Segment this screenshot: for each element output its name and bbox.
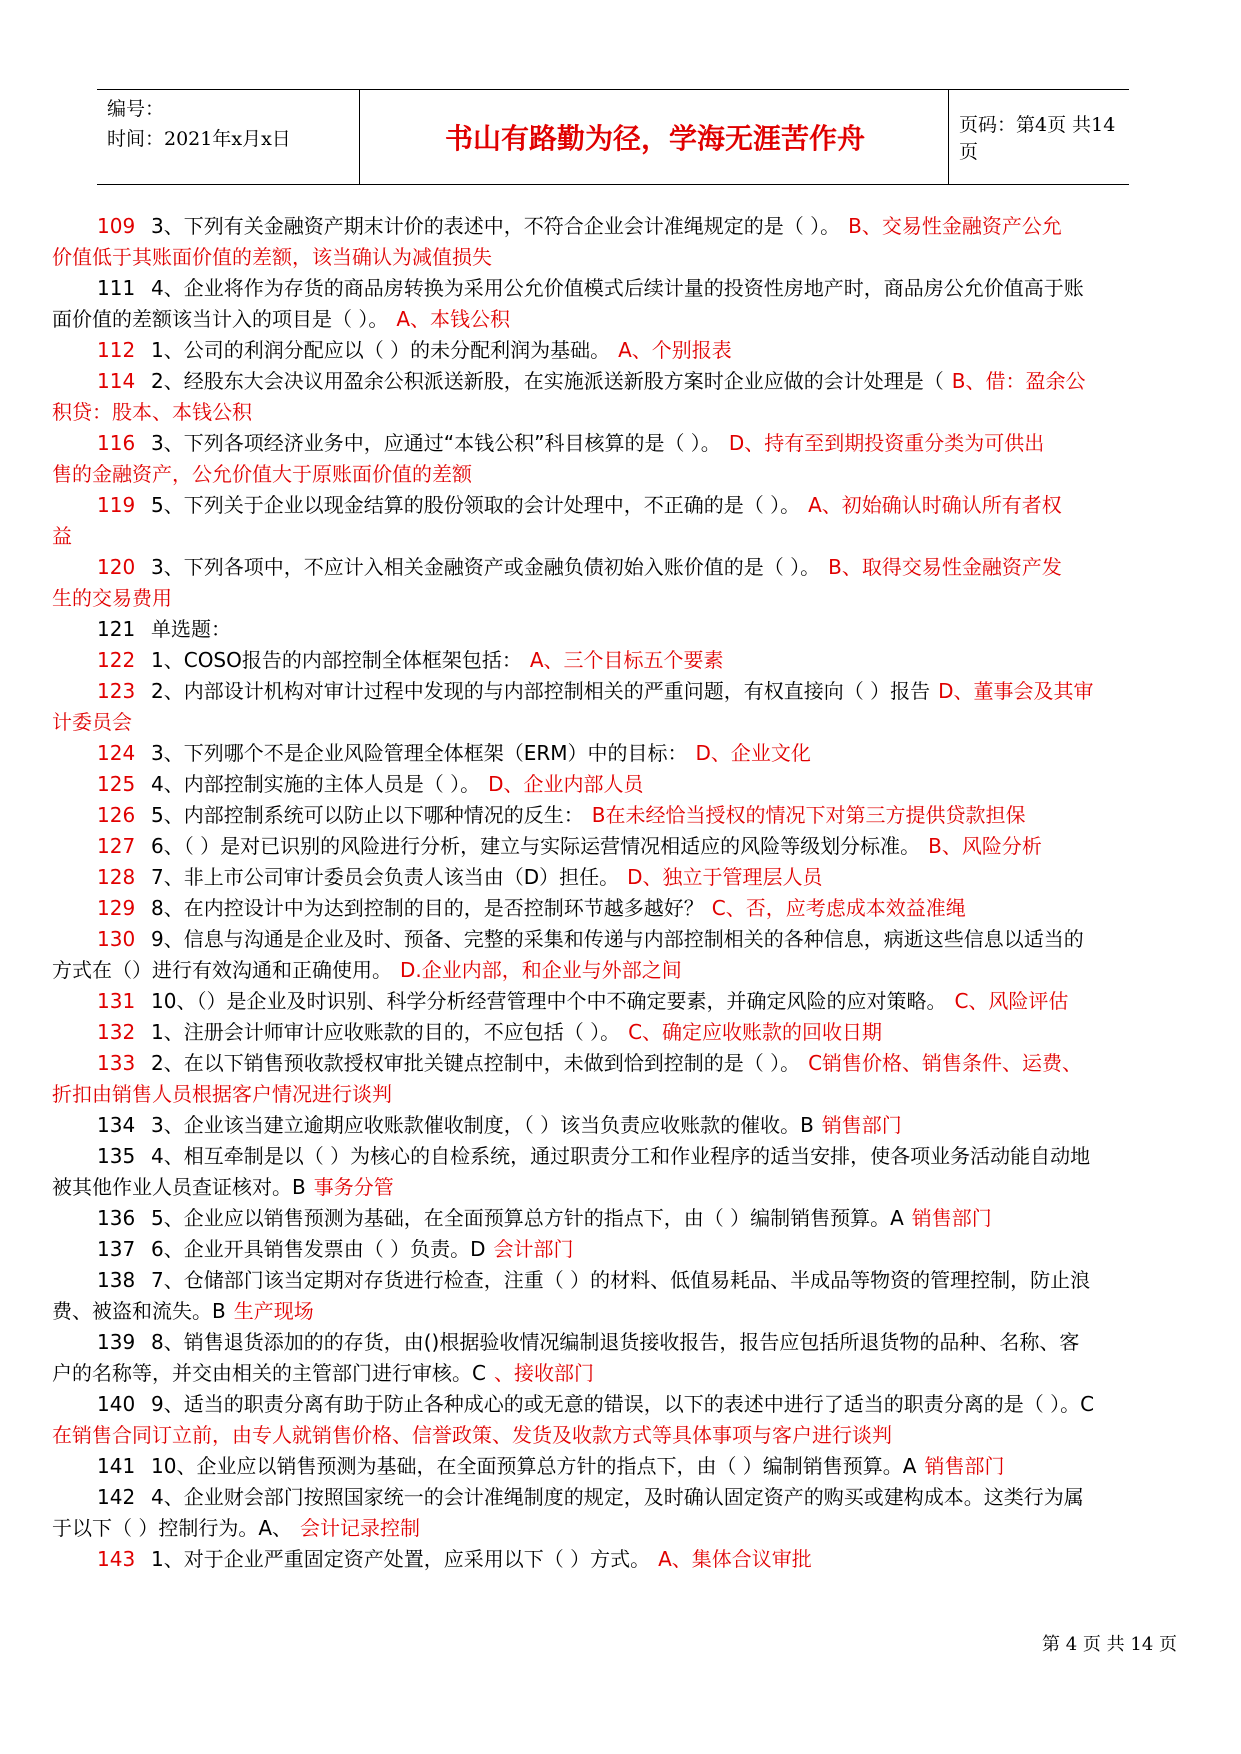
question-line: [52, 1017, 1180, 1048]
page-header: [97, 89, 1129, 185]
question-line: [52, 862, 1180, 893]
question-text: 6、企业开具销售发票由（ ）负责。D: [151, 1237, 486, 1261]
question-text: 3、下列各项中，不应计入相关金融资产或金融负债初始入账价值的是（ ）。: [151, 555, 821, 579]
question-line: [52, 986, 1180, 1017]
question-line: [52, 552, 1180, 583]
question-line: [52, 366, 1180, 397]
question-number: 143: [97, 1547, 136, 1571]
question-number: 138: [97, 1268, 136, 1292]
question-line: [52, 1141, 1180, 1172]
header-motto: 书山有路勤为径，学海无涯苦作舟: [444, 122, 865, 155]
answer-text: A、本钱公积: [396, 307, 511, 331]
question-number: 109: [97, 214, 136, 238]
answer-text: 生产现场: [233, 1299, 314, 1323]
answer-text: B在未经恰当授权的情况下对第三方提供贷款担保: [591, 803, 1026, 827]
question-text: 5、内部控制系统可以防止以下哪种情况的反生：: [151, 803, 584, 827]
question-list: [52, 211, 1180, 1575]
answer-text: D、持有至到期投资重分类为可供出: [728, 431, 1045, 455]
answer-text: 销售部门: [911, 1206, 992, 1230]
question-number: 121: [97, 617, 136, 641]
header-info: [107, 94, 357, 180]
question-text: 6、（ ）是对已识别的风险进行分析，建立与实际运营情况相适应的风险等级划分标准。: [151, 834, 921, 858]
answer-text: C、否，应考虑成本效益准绳: [711, 896, 966, 920]
answer-text: A、初始确认时确认所有者权: [808, 493, 1062, 517]
question-number: 130: [97, 927, 136, 951]
question-continuation-line: [52, 1172, 1180, 1203]
question-text: 5、企业应以销售预测为基础，在全面预算总方针的指点下，由（ ）编制销售预算。A: [151, 1206, 904, 1230]
answer-text: A、三个目标五个要素: [529, 648, 724, 672]
question-number: 132: [97, 1020, 136, 1044]
question-line: [52, 645, 1180, 676]
question-text: 1、对于企业严重固定资产处置，应采用以下（ ）方式。: [151, 1547, 651, 1571]
question-text: 3、下列有关金融资产期末计价的表述中，不符合企业会计准绳规定的是（ ）。: [151, 214, 841, 238]
question-number: 133: [97, 1051, 136, 1075]
answer-text: C销售价格、销售条件、运费、: [808, 1051, 1083, 1075]
question-continuation-line: [52, 1358, 1180, 1389]
question-number: 120: [97, 555, 136, 579]
question-continuation-line: [52, 459, 1180, 490]
question-continuation-line: [52, 397, 1180, 428]
question-number: 116: [97, 431, 136, 455]
question-line: [52, 1110, 1180, 1141]
question-number: 128: [97, 865, 136, 889]
question-text: 4、相互牵制是以（ ）为核心的自检系统，通过职责分工和作业程序的适当安排，使各项业务活动能自动地: [151, 1144, 1091, 1168]
answer-text: B、风险分析: [928, 834, 1042, 858]
question-number: 125: [97, 772, 136, 796]
answer-text: 售的金融资产，公允价值大于原账面价值的差额: [52, 462, 472, 486]
question-line: [52, 428, 1180, 459]
question-text: 户的名称等，并交由相关的主管部门进行审核。C: [52, 1361, 486, 1385]
question-continuation-line: [52, 304, 1180, 335]
answer-text: 益: [52, 524, 72, 548]
question-number: 124: [97, 741, 136, 765]
question-continuation-line: [52, 1420, 1180, 1451]
question-text: 4、内部控制实施的主体人员是（ ）。: [151, 772, 481, 796]
answer-text: 会计记录控制: [300, 1516, 421, 1540]
answer-text: 销售部门: [821, 1113, 902, 1137]
question-number: 123: [97, 679, 136, 703]
question-line: [52, 893, 1180, 924]
question-line: [52, 1451, 1180, 1482]
question-continuation-line: [52, 1079, 1180, 1110]
question-line: [52, 335, 1180, 366]
question-line: [52, 273, 1180, 304]
question-text: 8、销售退货添加的的存货，由()根据验收情况编制退货接收报告，报告应包括所退货物的品种、名称、客: [151, 1330, 1080, 1354]
question-continuation-line: [52, 583, 1180, 614]
question-number: 122: [97, 648, 136, 672]
question-line: [52, 490, 1180, 521]
page-footer: 第 4 页 共 14 页: [1042, 1634, 1177, 1655]
question-line: [52, 1048, 1180, 1079]
question-number: 139: [97, 1330, 136, 1354]
question-line: [52, 1265, 1180, 1296]
question-line: [52, 1544, 1180, 1575]
question-number: 136: [97, 1206, 136, 1230]
question-line: [52, 769, 1180, 800]
question-continuation-line: [52, 242, 1180, 273]
question-continuation-line: [52, 1296, 1180, 1327]
question-line: [52, 800, 1180, 831]
answer-text: 事务分管: [313, 1175, 394, 1199]
question-number: 141: [97, 1454, 136, 1478]
question-text: 9、适当的职责分离有助于防止各种成心的或无意的错误，以下的表述中进行了适当的职责分离的是（ ）。C: [151, 1392, 1095, 1416]
question-number: 126: [97, 803, 136, 827]
answer-text: C、确定应收账款的回收日期: [628, 1020, 883, 1044]
question-number: 140: [97, 1392, 136, 1416]
question-text: 9、信息与沟通是企业及时、预备、完整的采集和传递与内部控制相关的各种信息，病逝这些信息以适当的: [151, 927, 1084, 951]
question-text: 费、被盗和流失。B: [52, 1299, 226, 1323]
question-text: 10、企业应以销售预测为基础，在全面预算总方针的指点下，由（ ）编制销售预算。A: [151, 1454, 917, 1478]
answer-text: 价值低于其账面价值的差额，该当确认为减值损失: [52, 245, 492, 269]
answer-text: 积贷：股本、本钱公积: [52, 400, 252, 424]
header-divider: [359, 90, 360, 184]
question-number: 134: [97, 1113, 136, 1137]
question-text: 于以下（ ）控制行为。A、: [52, 1516, 293, 1540]
question-text: 面价值的差额该当计入的项目是（ ）。: [52, 307, 389, 331]
answer-text: A、个别报表: [618, 338, 732, 362]
question-line: [52, 1327, 1180, 1358]
question-text: 单选题：: [151, 617, 231, 641]
question-number: 114: [97, 369, 136, 393]
question-text: 2、经股东大会决议用盈余公积派送新股，在实施派送新股方案时企业应做的会计处理是（: [151, 369, 944, 393]
question-text: 3、下列各项经济业务中，应通过“本钱公积”科目核算的是（ ）。: [151, 431, 721, 455]
question-line: [52, 1482, 1180, 1513]
answer-text: 、接收部门: [493, 1361, 594, 1385]
answer-text: B、取得交易性金融资产发: [828, 555, 1062, 579]
question-text: 7、非上市公司审计委员会负责人该当由（D）担任。: [151, 865, 620, 889]
question-text: 8、在内控设计中为达到控制的目的，是否控制环节越多越好？: [151, 896, 704, 920]
question-text: 1、注册会计师审计应收账款的目的，不应包括（ ）。: [151, 1020, 621, 1044]
question-line: [52, 924, 1180, 955]
question-continuation-line: [52, 1513, 1180, 1544]
answer-text: 生的交易费用: [52, 586, 172, 610]
question-number: 129: [97, 896, 136, 920]
answer-text: D、独立于管理层人员: [627, 865, 823, 889]
question-line: [52, 1389, 1180, 1420]
answer-text: B、交易性金融资产公允: [848, 214, 1062, 238]
answer-text: 计委员会: [52, 710, 132, 734]
question-line: [52, 738, 1180, 769]
answer-text: 会计部门: [493, 1237, 574, 1261]
header-page-number: 页码：第4页 共14页: [959, 114, 1116, 163]
question-text: 1、公司的利润分配应以（ ）的未分配利润为基础。: [151, 338, 611, 362]
question-line: [52, 211, 1180, 242]
question-line: [52, 676, 1180, 707]
question-text: 方式在（）进行有效沟通和正确使用。: [52, 958, 392, 982]
question-text: 3、下列哪个不是企业风险管理全体框架（ERM）中的目标：: [151, 741, 688, 765]
question-text: 5、下列关于企业以现金结算的股份领取的会计处理中，不正确的是（ ）。: [151, 493, 801, 517]
question-text: 2、内部设计机构对审计过程中发现的与内部控制相关的严重问题，有权直接向（ ）报告: [151, 679, 931, 703]
question-line: [52, 1234, 1180, 1265]
question-text: 4、企业将作为存货的商品房转换为采用公允价值模式后续计量的投资性房地产时，商品房公允价值高于账: [151, 276, 1084, 300]
question-continuation-line: [52, 521, 1180, 552]
answer-text: 折扣由销售人员根据客户情况进行谈判: [52, 1082, 392, 1106]
answer-text: D.企业内部，和企业与外部之间: [400, 958, 682, 982]
question-number: 111: [97, 276, 136, 300]
answer-text: 在销售合同订立前，由专人就销售价格、信誉政策、发货及收款方式等具体事项与客户进行谈判: [52, 1423, 892, 1447]
answer-text: D、企业内部人员: [488, 772, 644, 796]
question-text: 2、在以下销售预收款授权审批关键点控制中，未做到恰到控制的是（ ）。: [151, 1051, 801, 1075]
question-line: [52, 614, 1180, 645]
question-line: [52, 831, 1180, 862]
answer-text: A、集体合议审批: [658, 1547, 812, 1571]
question-number: 137: [97, 1237, 136, 1261]
document-number-label: 编号：: [107, 98, 165, 120]
question-text: 10、（）是企业及时识别、科学分析经营管理中个中不确定要素，并确定风险的应对策略。: [151, 989, 947, 1013]
question-text: 3、企业该当建立逾期应收账款催收制度，（ ）该当负责应收账款的催收。B: [151, 1113, 814, 1137]
answer-text: D、企业文化: [695, 741, 811, 765]
header-divider: [948, 90, 949, 184]
answer-text: D、董事会及其审: [938, 679, 1094, 703]
question-number: 142: [97, 1485, 136, 1509]
question-text: 1、COSO报告的内部控制全体框架包括：: [151, 648, 522, 672]
answer-text: 销售部门: [924, 1454, 1005, 1478]
question-number: 119: [97, 493, 136, 517]
question-number: 135: [97, 1144, 136, 1168]
question-text: 7、仓储部门该当定期对存货进行检查，注重（ ）的材料、低值易耗品、半成品等物资的管理控制，防止浪: [151, 1268, 1091, 1292]
question-number: 112: [97, 338, 136, 362]
question-continuation-line: [52, 955, 1180, 986]
question-text: 4、企业财会部门按照国家统一的会计准绳制度的规定，及时确认固定资产的购买或建构成本。这类行为属: [151, 1485, 1084, 1509]
answer-text: B、借：盈余公: [951, 369, 1086, 393]
question-line: [52, 1203, 1180, 1234]
document-date-label: 时间：2021年x月x日: [107, 128, 291, 150]
answer-text: C、风险评估: [954, 989, 1069, 1013]
question-number: 127: [97, 834, 136, 858]
question-number: 131: [97, 989, 136, 1013]
question-text: 被其他作业人员查证核对。B: [52, 1175, 306, 1199]
question-continuation-line: [52, 707, 1180, 738]
